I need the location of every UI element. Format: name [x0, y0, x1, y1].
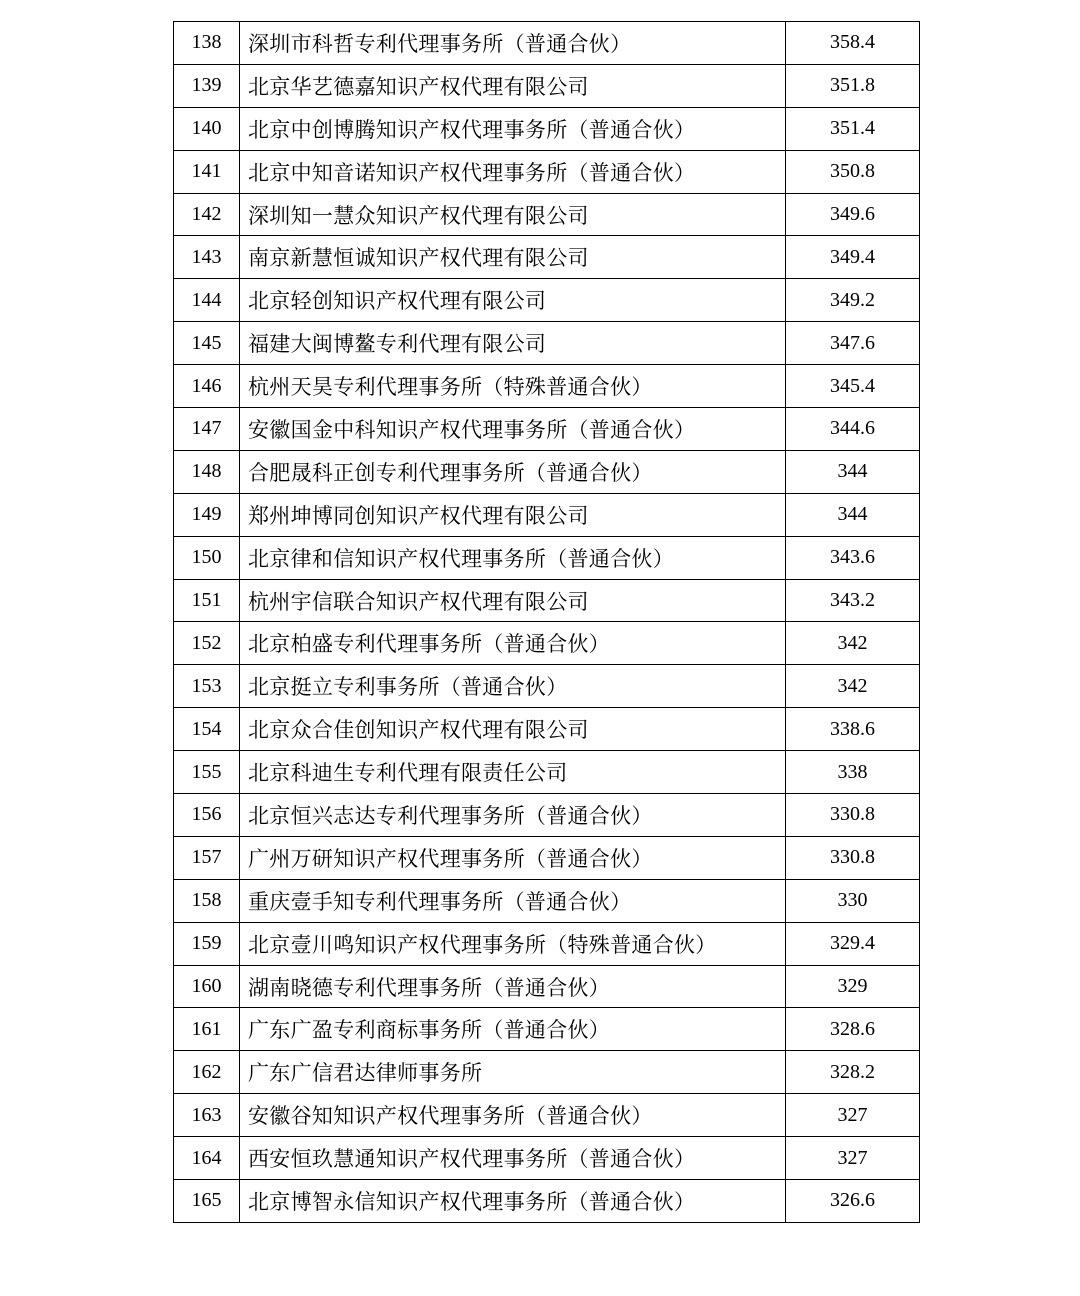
table-row [174, 922, 920, 965]
table-row [174, 365, 920, 408]
rank-cell: 142 [174, 193, 240, 236]
score-cell: 345.4 [786, 365, 920, 408]
table-row [174, 1180, 920, 1223]
table-row [174, 279, 920, 322]
agency-name-cell: 西安恒玖慧通知识产权代理事务所（普通合伙） [240, 1137, 786, 1180]
agency-name-cell: 合肥晟科正创专利代理事务所（普通合伙） [240, 450, 786, 493]
table-row [174, 536, 920, 579]
agency-name-cell: 广东广信君达律师事务所 [240, 1051, 786, 1094]
table-row [174, 1094, 920, 1137]
score-cell: 329 [786, 965, 920, 1008]
rank-cell: 141 [174, 150, 240, 193]
score-cell: 327 [786, 1137, 920, 1180]
score-cell: 343.2 [786, 579, 920, 622]
score-cell: 347.6 [786, 322, 920, 365]
score-cell: 350.8 [786, 150, 920, 193]
rank-cell: 156 [174, 794, 240, 837]
table-row [174, 322, 920, 365]
score-cell: 327 [786, 1094, 920, 1137]
table-row [174, 1008, 920, 1051]
table-row [174, 708, 920, 751]
agency-name-cell: 重庆壹手知专利代理事务所（普通合伙） [240, 879, 786, 922]
table-row [174, 1137, 920, 1180]
agency-name-cell: 北京柏盛专利代理事务所（普通合伙） [240, 622, 786, 665]
score-cell: 338 [786, 751, 920, 794]
rank-cell: 146 [174, 365, 240, 408]
rank-cell: 144 [174, 279, 240, 322]
rank-cell: 160 [174, 965, 240, 1008]
score-cell: 330.8 [786, 836, 920, 879]
score-cell: 349.6 [786, 193, 920, 236]
agency-name-cell: 杭州天昊专利代理事务所（特殊普通合伙） [240, 365, 786, 408]
agency-name-cell: 北京众合佳创知识产权代理有限公司 [240, 708, 786, 751]
table-row [174, 493, 920, 536]
table-row [174, 794, 920, 837]
agency-name-cell: 北京恒兴志达专利代理事务所（普通合伙） [240, 794, 786, 837]
score-cell: 326.6 [786, 1180, 920, 1223]
rank-cell: 155 [174, 751, 240, 794]
table-row [174, 665, 920, 708]
table-row [174, 751, 920, 794]
score-cell: 328.2 [786, 1051, 920, 1094]
rank-cell: 148 [174, 450, 240, 493]
rank-cell: 164 [174, 1137, 240, 1180]
agency-name-cell: 安徽国金中科知识产权代理事务所（普通合伙） [240, 408, 786, 451]
table-row [174, 836, 920, 879]
table-row [174, 579, 920, 622]
score-cell: 342 [786, 665, 920, 708]
agency-name-cell: 深圳市科哲专利代理事务所（普通合伙） [240, 22, 786, 65]
score-cell: 349.4 [786, 236, 920, 279]
rank-cell: 161 [174, 1008, 240, 1051]
rank-cell: 162 [174, 1051, 240, 1094]
rank-cell: 157 [174, 836, 240, 879]
rank-cell: 151 [174, 579, 240, 622]
rank-cell: 159 [174, 922, 240, 965]
table-row [174, 193, 920, 236]
rank-cell: 145 [174, 322, 240, 365]
table-row [174, 107, 920, 150]
score-cell: 329.4 [786, 922, 920, 965]
agency-name-cell: 北京中创博腾知识产权代理事务所（普通合伙） [240, 107, 786, 150]
score-cell: 349.2 [786, 279, 920, 322]
agency-name-cell: 北京科迪生专利代理有限责任公司 [240, 751, 786, 794]
rank-cell: 150 [174, 536, 240, 579]
agency-name-cell: 北京挺立专利事务所（普通合伙） [240, 665, 786, 708]
score-cell: 358.4 [786, 22, 920, 65]
agency-name-cell: 北京律和信知识产权代理事务所（普通合伙） [240, 536, 786, 579]
table-row [174, 150, 920, 193]
table-body [174, 22, 920, 1223]
agency-name-cell: 郑州坤博同创知识产权代理有限公司 [240, 493, 786, 536]
score-cell: 342 [786, 622, 920, 665]
table-row [174, 408, 920, 451]
agency-name-cell: 湖南晓德专利代理事务所（普通合伙） [240, 965, 786, 1008]
rank-cell: 163 [174, 1094, 240, 1137]
agency-name-cell: 福建大闽博鳌专利代理有限公司 [240, 322, 786, 365]
agency-name-cell: 北京华艺德嘉知识产权代理有限公司 [240, 64, 786, 107]
rank-cell: 147 [174, 408, 240, 451]
score-cell: 343.6 [786, 536, 920, 579]
agency-name-cell: 北京壹川鸣知识产权代理事务所（特殊普通合伙） [240, 922, 786, 965]
table-row [174, 236, 920, 279]
agency-name-cell: 广州万研知识产权代理事务所（普通合伙） [240, 836, 786, 879]
score-cell: 344 [786, 450, 920, 493]
table-row [174, 879, 920, 922]
score-cell: 344 [786, 493, 920, 536]
rank-cell: 149 [174, 493, 240, 536]
agency-name-cell: 安徽谷知知识产权代理事务所（普通合伙） [240, 1094, 786, 1137]
score-cell: 351.4 [786, 107, 920, 150]
rank-cell: 153 [174, 665, 240, 708]
table-row [174, 64, 920, 107]
table-row [174, 1051, 920, 1094]
rank-cell: 143 [174, 236, 240, 279]
rank-cell: 152 [174, 622, 240, 665]
agency-name-cell: 杭州宇信联合知识产权代理有限公司 [240, 579, 786, 622]
agency-name-cell: 北京轻创知识产权代理有限公司 [240, 279, 786, 322]
table-row [174, 450, 920, 493]
table-row [174, 622, 920, 665]
table-row [174, 965, 920, 1008]
agency-name-cell: 北京中知音诺知识产权代理事务所（普通合伙） [240, 150, 786, 193]
score-cell: 344.6 [786, 408, 920, 451]
rank-cell: 158 [174, 879, 240, 922]
score-cell: 330.8 [786, 794, 920, 837]
table-row [174, 22, 920, 65]
score-cell: 351.8 [786, 64, 920, 107]
score-cell: 328.6 [786, 1008, 920, 1051]
agency-name-cell: 南京新慧恒诚知识产权代理有限公司 [240, 236, 786, 279]
rank-cell: 165 [174, 1180, 240, 1223]
agency-name-cell: 广东广盈专利商标事务所（普通合伙） [240, 1008, 786, 1051]
score-cell: 338.6 [786, 708, 920, 751]
agency-name-cell: 深圳知一慧众知识产权代理有限公司 [240, 193, 786, 236]
rank-cell: 138 [174, 22, 240, 65]
rank-cell: 154 [174, 708, 240, 751]
rank-cell: 139 [174, 64, 240, 107]
rank-cell: 140 [174, 107, 240, 150]
score-cell: 330 [786, 879, 920, 922]
agency-name-cell: 北京博智永信知识产权代理事务所（普通合伙） [240, 1180, 786, 1223]
ranking-table [173, 21, 920, 1223]
